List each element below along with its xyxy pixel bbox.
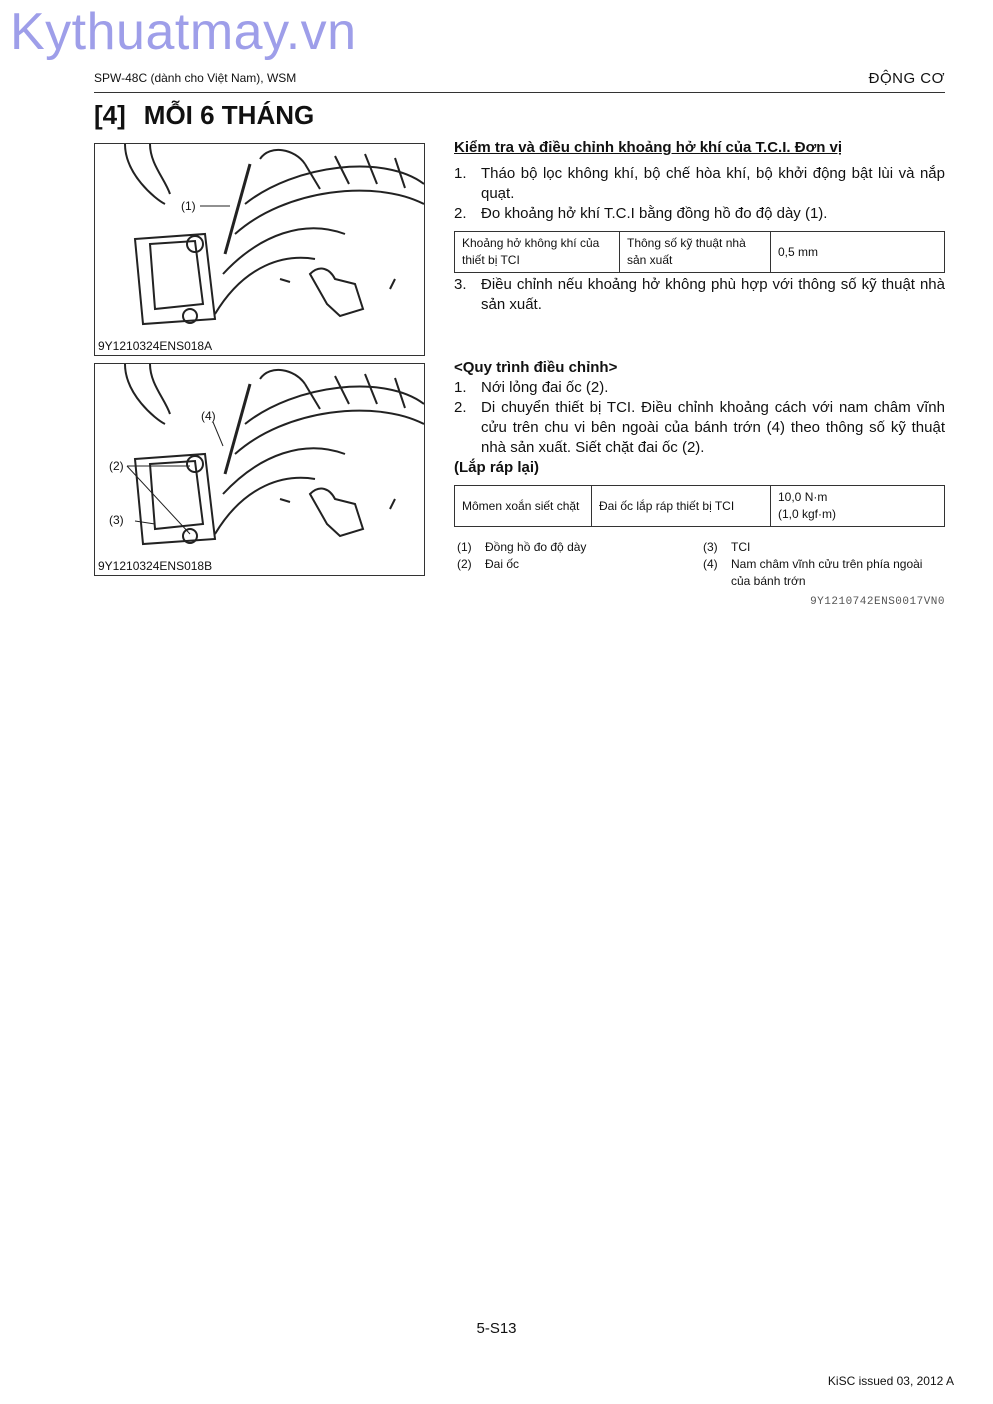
title-number: [4]: [94, 100, 126, 130]
section-2-steps: [454, 378, 945, 458]
section-1-steps-2: [454, 275, 945, 315]
list-item: 1. Nới lỏng đai ốc (2).: [454, 379, 609, 396]
section-inspection: [454, 138, 945, 315]
list-item: 3. Điều chỉnh nếu khoảng hở không phù hợp với thông số kỹ thuật nhà sản xuất.: [454, 276, 945, 313]
torque-value: 10,0 N·m: [778, 490, 828, 504]
figure-2-caption: 9Y1210324ENS018B: [98, 559, 213, 573]
table-cell: Khoảng hở không khí của thiết bị TCI: [455, 232, 620, 273]
title-text: MỖI 6 THÁNG: [143, 100, 315, 130]
table-cell: Thông số kỹ thuật nhà sản xuất: [620, 232, 771, 273]
reassembly-heading: (Lắp ráp lại): [454, 459, 540, 476]
list-item: 2. Di chuyển thiết bị TCI. Điều chỉnh khoảng cách với nam châm vĩnh cửu trên chu vi bên ngoài của bánh trớn (4) theo thông số kỹ thuật nhà sản xuất. Siết chặt đai ốc (2).: [454, 399, 945, 456]
table-cell: [771, 486, 945, 527]
figure-1-caption: 9Y1210324ENS018A: [98, 339, 213, 353]
table-cell: 0,5 mm: [771, 232, 945, 273]
header-section-name: ĐỘNG CƠ: [868, 70, 945, 87]
torque-value-alt: (1,0 kgf·m): [778, 507, 837, 521]
figure-1-label-1: (1): [181, 199, 196, 213]
header-rule: [94, 92, 945, 93]
engine-tci-illustration-2: [95, 364, 424, 558]
figure-2-label-4: (4): [201, 409, 216, 423]
spec-table-torque: [454, 485, 945, 527]
watermark: Kythuatmay.vn: [10, 3, 357, 61]
figure-2-label-2: (2): [109, 459, 124, 473]
table-cell: Đai ốc lắp ráp thiết bị TCI: [592, 486, 771, 527]
figure-1: [94, 143, 425, 356]
table-row: [455, 486, 945, 527]
table-row: [455, 232, 945, 273]
issue-note: KiSC issued 03, 2012 A: [827, 1374, 954, 1388]
section-adjustment: [454, 358, 945, 527]
page-title: [94, 100, 314, 131]
legend-item: (1) Đồng hồ đo độ dày: [457, 540, 587, 554]
legend: [457, 539, 947, 594]
section-1-steps: [454, 164, 945, 224]
spec-table-air-gap: [454, 231, 945, 273]
header-manual-title: SPW-48C (dành cho Việt Nam), WSM: [94, 71, 297, 85]
list-item: 2. Đo khoảng hở khí T.C.I bằng đồng hồ đo độ dày (1).: [454, 205, 828, 222]
legend-item: (3) TCI: [703, 540, 751, 554]
table-cell: Mômen xoắn siết chặt: [455, 486, 592, 527]
page-number: 5-S13: [476, 1320, 517, 1337]
section-2-heading: <Quy trình điều chỉnh>: [454, 359, 618, 376]
section-1-heading: Kiểm tra và điều chỉnh khoảng hở khí của T.C.I. Đơn vị: [454, 139, 843, 156]
figure-2-label-3: (3): [109, 513, 124, 527]
figure-2: [94, 363, 425, 576]
legend-item: (2) Đai ốc: [457, 557, 520, 571]
document-code: 9Y1210742ENS0017VN0: [810, 596, 945, 608]
list-item: 1. Tháo bộ lọc không khí, bộ chế hòa khí, bộ khởi động bật lùi và nắp quạt.: [454, 165, 945, 202]
engine-tci-illustration-1: [95, 144, 424, 338]
legend-item: (4) Nam châm vĩnh cửu trên phía ngoài của bánh trớn: [703, 557, 923, 588]
